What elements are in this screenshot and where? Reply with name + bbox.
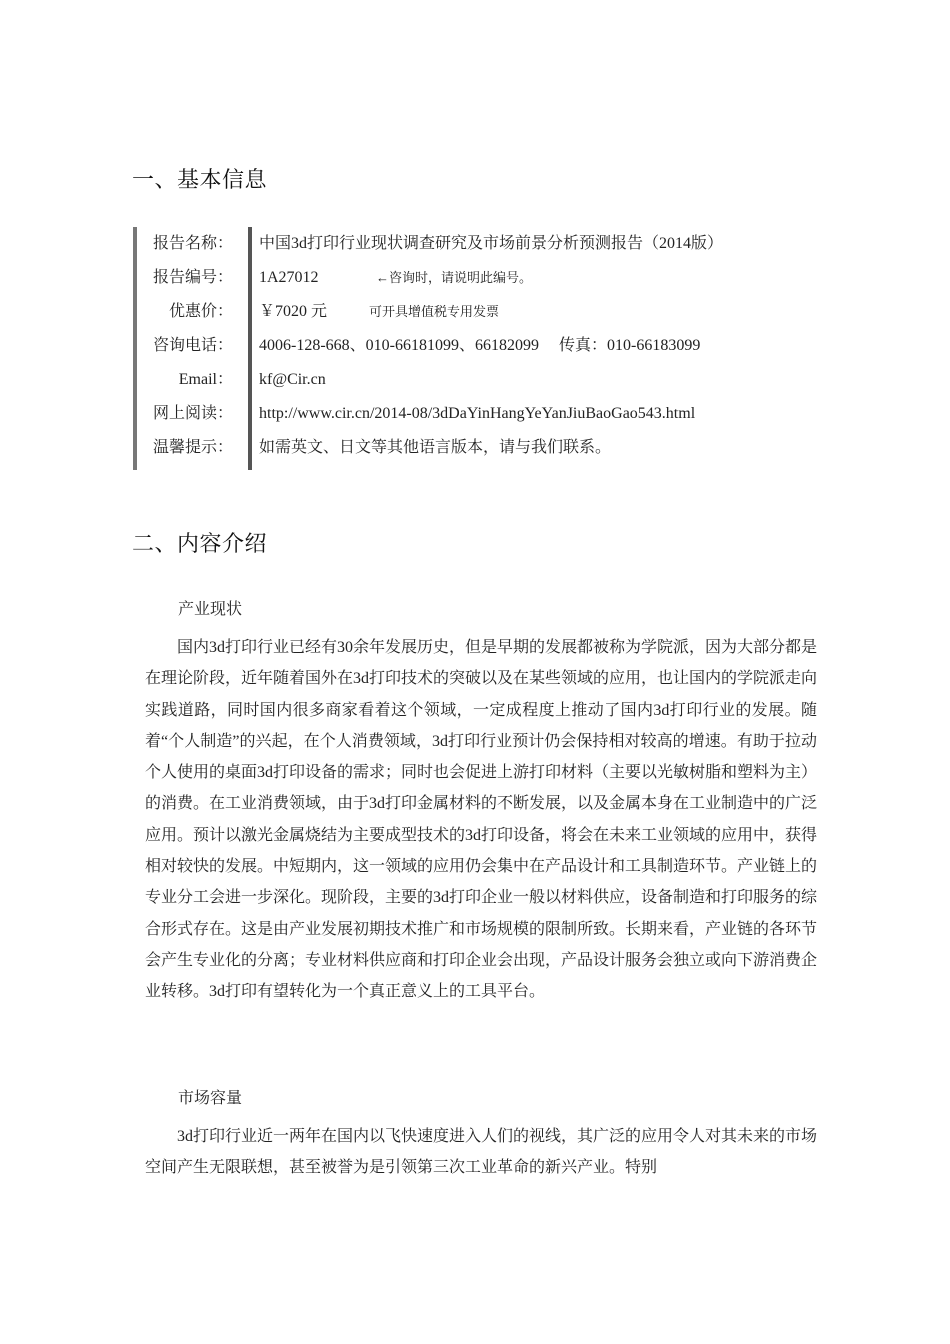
report-name-value: 中国3d打印行业现状调查研究及市场前景分析预测报告（2014版） [259, 235, 724, 252]
info-box [133, 227, 813, 470]
info-row-price [133, 295, 813, 329]
subheading-industry-status: 产业现状 [178, 601, 243, 618]
report-code-value: 1A27012 [259, 269, 319, 286]
price-note: 可开具增值税专用发票 [369, 304, 500, 319]
section-title-content-intro: 二、内容介绍 [132, 532, 268, 557]
tip-value: 如需英文、日文等其他语言版本，请与我们联系。 [259, 439, 612, 456]
info-row-phone [133, 329, 813, 363]
paragraph-industry-status: 国内3d打印行业已经有30余年发展历史，但是早期的发展都被称为学院派，因为大部分都是在理论阶段，近年随着国外在3d打印技术的突破以及在某些领域的应用，也让国内的学院派走向实践道路，同时国内很多商家看着这个领域，一定成程度上推动了国内3d打印行业的发展。随着“个人制造”的兴起，在个人消费领域，3d打印行业预计仍会保持相对较高的增速。有助于拉动个人使用的桌面3d打印设备的需求；同时也会促进上游打印材料（主要以光敏树脂和塑料为主）的消费。在工业消费领域，由于3d打印金属材料的不断发展，以及金属本身在工业制造中的广泛应用。预计以激光金属烧结为主要成型技术的3d打印设备，将会在未来工业领域的应用中，获得相对较快的发展。中短期内，这一领域的应用仍会集中在产品设计和工具制造环节。产业链上的专业分工会进一步深化。现阶段，主要的3d打印企业一般以材料供应，设备制造和打印服务的综合形式存在。这是由产业发展初期技术推广和市场规模的限制所致。长期来看，产业链的各环节会产生专业化的分离；专业材料供应商和打印企业会出现，产品设计服务会独立或向下游消费企业转移。3d打印有望转化为一个真正意义上的工具平台。 [145, 639, 818, 1001]
web-link[interactable]: http://www.cir.cn/2014-08/3dDaYinHangYeYanJiuBaoGao543.html [259, 405, 696, 422]
paragraph-market-capacity: 3d打印行业近一两年在国内以飞快速度进入人们的视线，其广泛的应用令人对其未来的市场空间产生无限联想，甚至被誉为是引领第三次工业革命的新兴产业。特别 [145, 1128, 818, 1177]
info-row-web [133, 397, 813, 431]
info-row-report-code [133, 261, 813, 295]
phone-value: 4006-128-668、010-66181099、66182099 传真：010-66183099 [259, 337, 701, 354]
email-value[interactable]: kf@Cir.cn [259, 371, 326, 388]
section-title-basic-info: 一、基本信息 [132, 168, 268, 193]
subheading-market-capacity: 市场容量 [178, 1090, 243, 1107]
price-label: 优惠价： [168, 303, 233, 320]
report-code-note: ←咨询时，请说明此编号。 [376, 270, 533, 285]
report-code-label: 报告编号： [152, 269, 233, 286]
phone-label: 咨询电话： [152, 337, 233, 354]
info-row-tip [133, 431, 813, 465]
web-label: 网上阅读： [152, 405, 233, 422]
email-label: Email： [178, 371, 233, 388]
tip-label: 温馨提示： [152, 439, 233, 456]
report-name-label: 报告名称： [152, 235, 233, 252]
info-row-report-name [133, 227, 813, 261]
info-row-email [133, 363, 813, 397]
price-value: ￥7020 元 [259, 303, 328, 320]
